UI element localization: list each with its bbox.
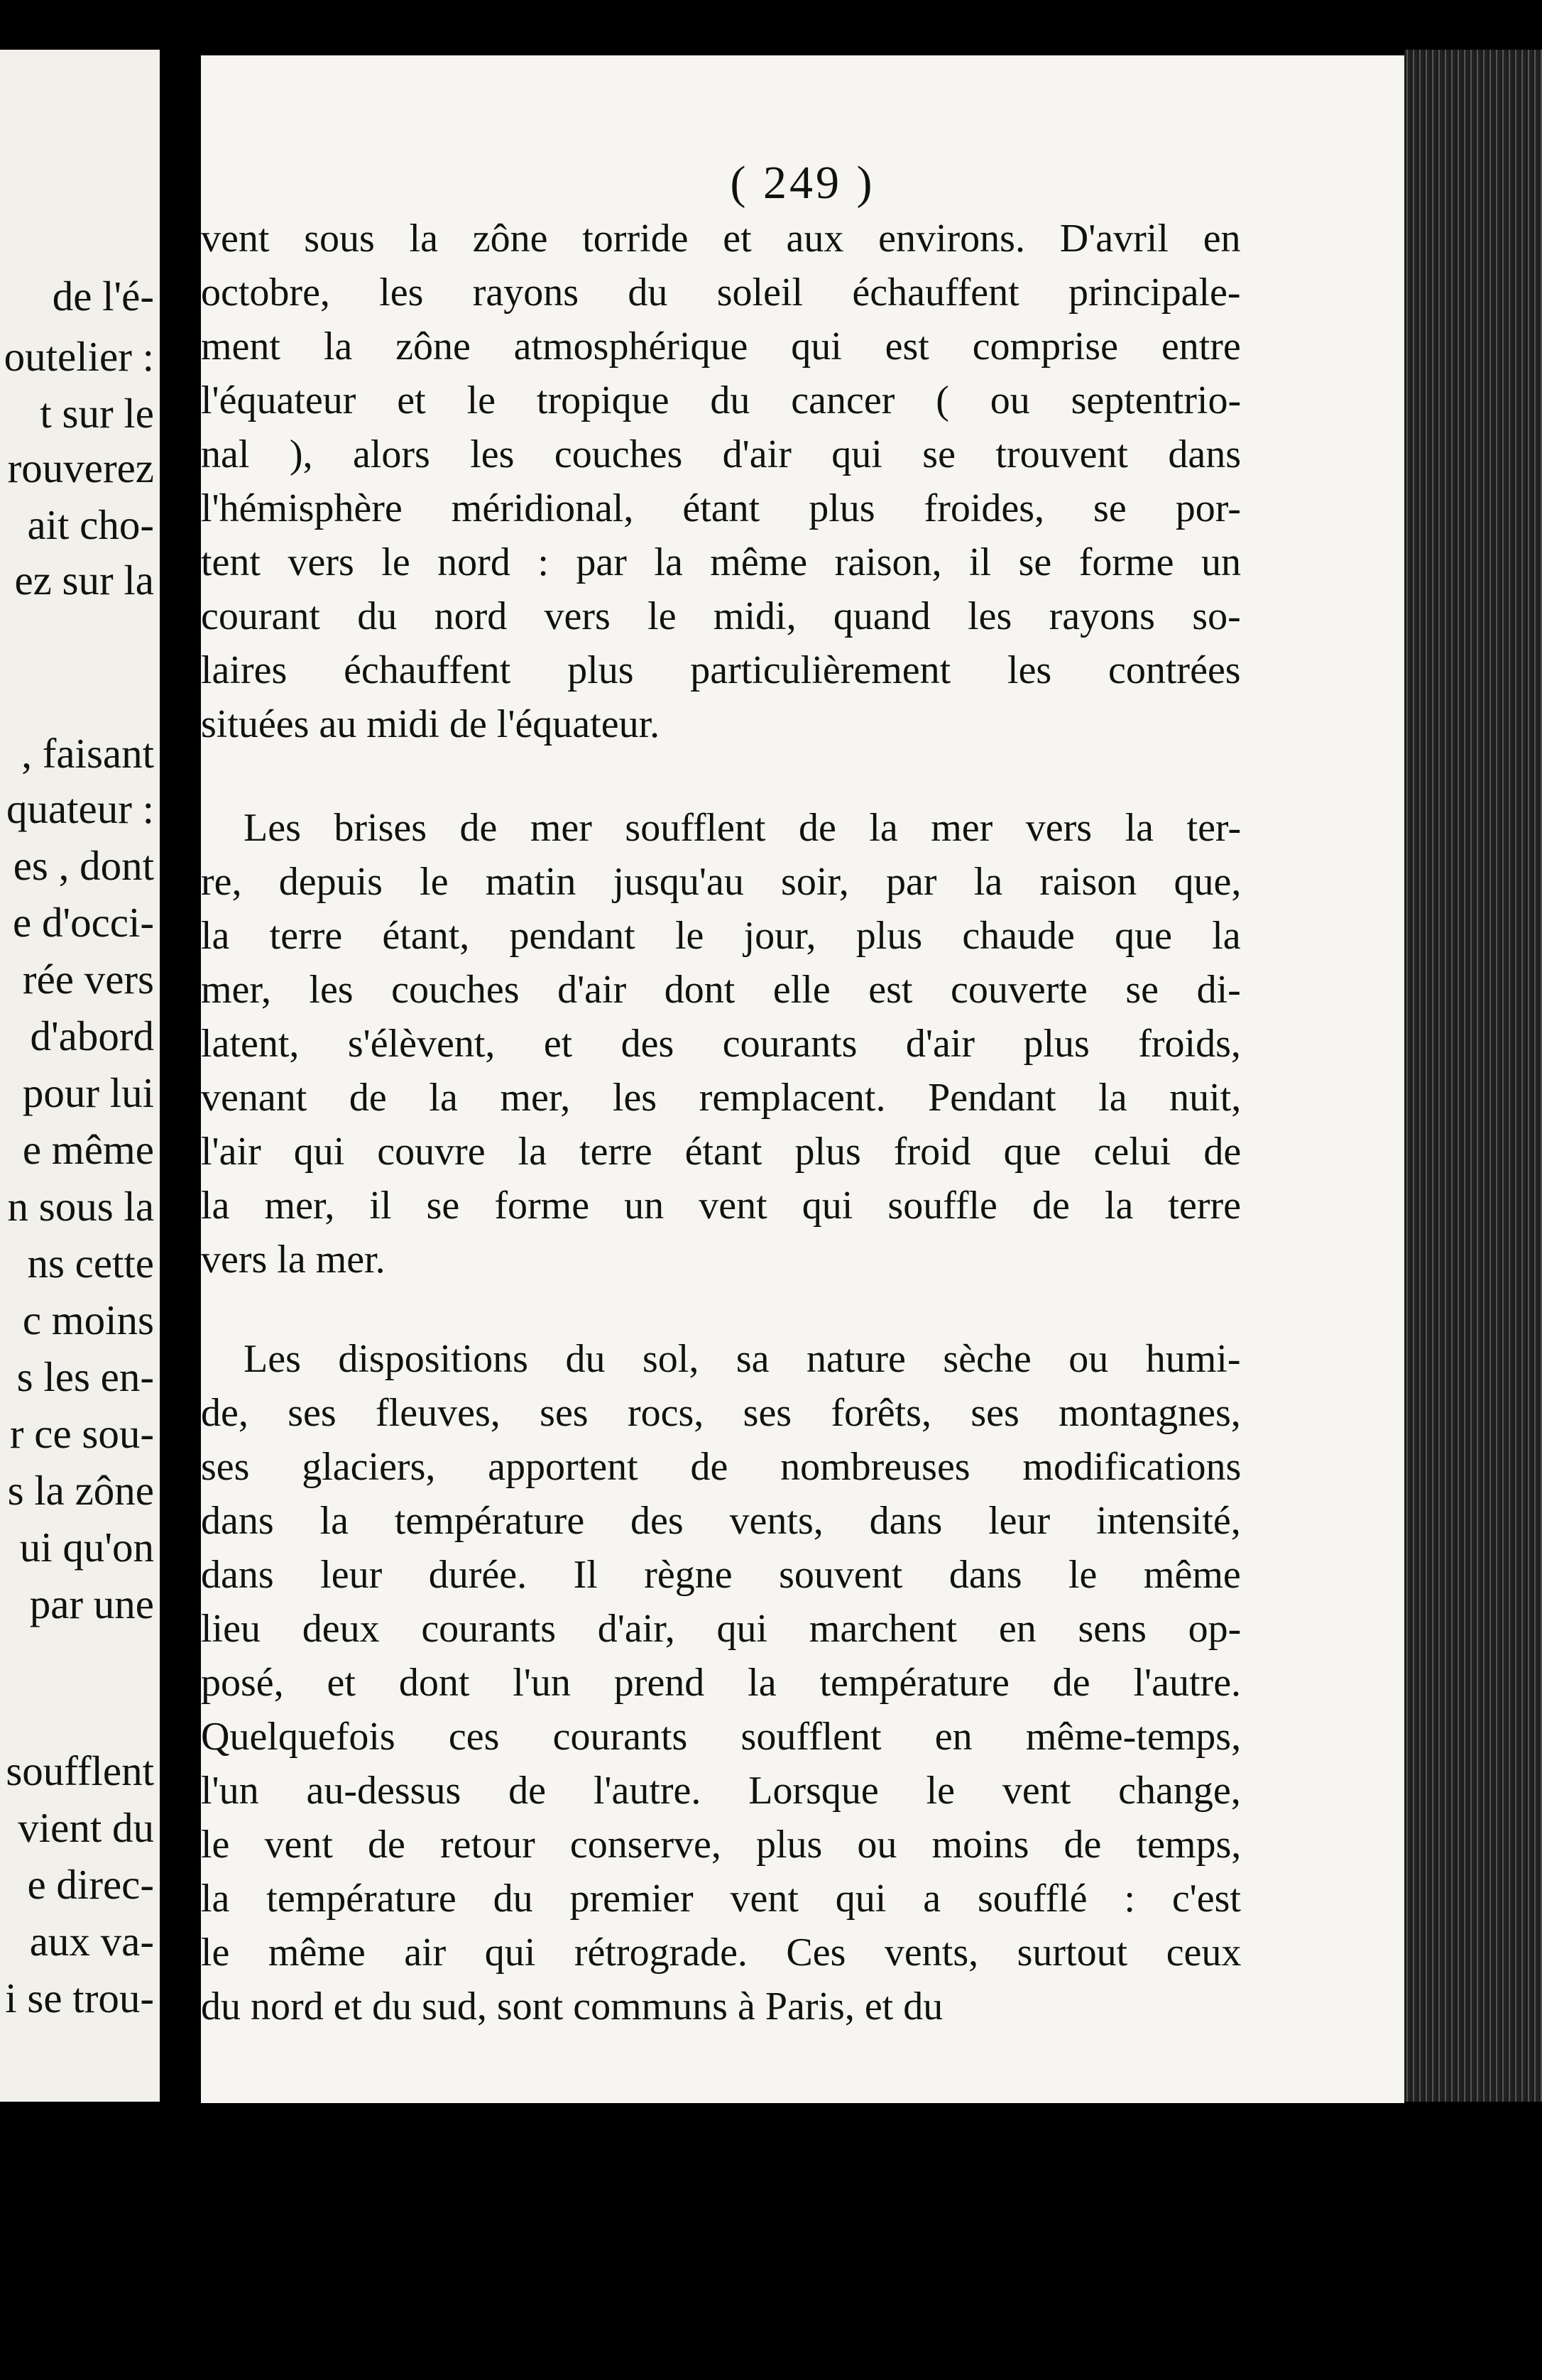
text-line: latent, s'élèvent, et des courants d'air plus froids, [201, 1022, 1241, 1066]
left-line: soufflent [6, 1747, 154, 1794]
left-line: de l'é- [52, 273, 154, 320]
text-line: laires échauffent plus particulièrement les contrées [201, 648, 1241, 692]
left-line: ns cette [27, 1240, 154, 1287]
left-line: rée vers [22, 956, 154, 1003]
text-line: vent sous la zône torride et aux environs. D'avril en [201, 217, 1241, 261]
left-line: e même [22, 1126, 154, 1173]
text-line: situées au midi de l'équateur. [201, 702, 660, 746]
left-line: ui qu'on [19, 1524, 154, 1571]
page-gutter [160, 43, 202, 2102]
text-line: lieu deux courants d'air, qui marchent en sens op- [201, 1607, 1242, 1651]
left-line: s les en- [16, 1353, 154, 1400]
text-line: Les dispositions du sol, sa nature sèche ou humi- [244, 1337, 1241, 1381]
left-line: i se trou- [5, 1975, 154, 2021]
text-line: du nord et du sud, sont communs à Paris, et du [201, 1985, 944, 2029]
text-line: posé, et dont l'un prend la température de l'autre. [201, 1661, 1242, 1705]
text-line: dans la température des vents, dans leur intensité, [201, 1499, 1241, 1543]
left-line: par une [29, 1581, 154, 1627]
left-line: s la zône [7, 1467, 154, 1514]
current-page [201, 55, 1404, 2104]
text-line: la terre étant, pendant le jour, plus chaude que la [201, 914, 1241, 958]
page-stack-edge [1404, 50, 1542, 2102]
left-line: rouverez [7, 444, 154, 491]
left-line: ait cho- [27, 501, 154, 548]
text-line: mer, les couches d'air dont elle est couverte se di- [201, 968, 1241, 1012]
left-line: , faisant [21, 730, 154, 777]
previous-page-fragment [0, 50, 160, 2102]
left-line: aux va- [29, 1918, 154, 1965]
text-line: l'hémisphère méridional, étant plus froides, se por- [201, 486, 1241, 530]
text-line: de, ses fleuves, ses rocs, ses forêts, ses montagnes, [201, 1391, 1241, 1435]
scan-background [0, 2103, 1542, 2380]
text-line: courant du nord vers le midi, quand les rayons so- [201, 594, 1241, 638]
left-line: es , dont [13, 842, 154, 889]
left-line: r ce sou- [9, 1410, 154, 1457]
left-line: e d'occi- [13, 899, 154, 946]
text-line: venant de la mer, les remplacent. Pendant la nuit, [201, 1076, 1242, 1120]
left-line: ez sur la [14, 557, 154, 604]
text-line: l'équateur et le tropique du cancer ( ou septentrio- [201, 378, 1242, 422]
text-line: ment la zône atmosphérique qui est comprise entre [201, 324, 1241, 369]
text-line: la température du premier vent qui a soufflé : c'est [201, 1877, 1241, 1921]
left-line: d'abord [30, 1012, 154, 1059]
text-line: le vent de retour conserve, plus ou moins de temps, [201, 1823, 1242, 1867]
text-line: ses glaciers, apportent de nombreuses modifications [201, 1445, 1242, 1489]
left-line: e direc- [27, 1861, 154, 1908]
text-line: l'air qui couvre la terre étant plus froid que celui de [201, 1130, 1242, 1174]
text-line: tent vers le nord : par la même raison, il se forme un [201, 540, 1241, 584]
text-line: la mer, il se forme un vent qui souffle de la terre [201, 1184, 1242, 1228]
text-line: re, depuis le matin jusqu'au soir, par la raison que, [201, 860, 1242, 904]
left-line: c moins [22, 1297, 154, 1343]
text-line: vers la mer. [201, 1238, 386, 1282]
page-number: ( 249 ) [730, 157, 875, 209]
left-line: t sur le [40, 390, 154, 437]
text-line: dans leur durée. Il règne souvent dans le même [201, 1553, 1241, 1597]
text-line: le même air qui rétrograde. Ces vents, surtout ceux [201, 1931, 1242, 1975]
text-line: Les brises de mer soufflent de la mer vers la ter- [244, 806, 1242, 850]
text-line: nal ), alors les couches d'air qui se trouvent dans [201, 432, 1242, 476]
text-line: Quelquefois ces courants soufflent en même-temps, [201, 1715, 1242, 1759]
left-line: pour lui [22, 1069, 154, 1116]
text-line: octobre, les rayons du soleil échauffent principale- [201, 271, 1241, 315]
left-line: n sous la [7, 1183, 154, 1230]
left-line: quateur : [6, 785, 154, 832]
text-line: l'un au-dessus de l'autre. Lorsque le vent change, [201, 1769, 1241, 1813]
left-line: vient du [18, 1804, 154, 1851]
left-line: outelier : [4, 333, 154, 380]
